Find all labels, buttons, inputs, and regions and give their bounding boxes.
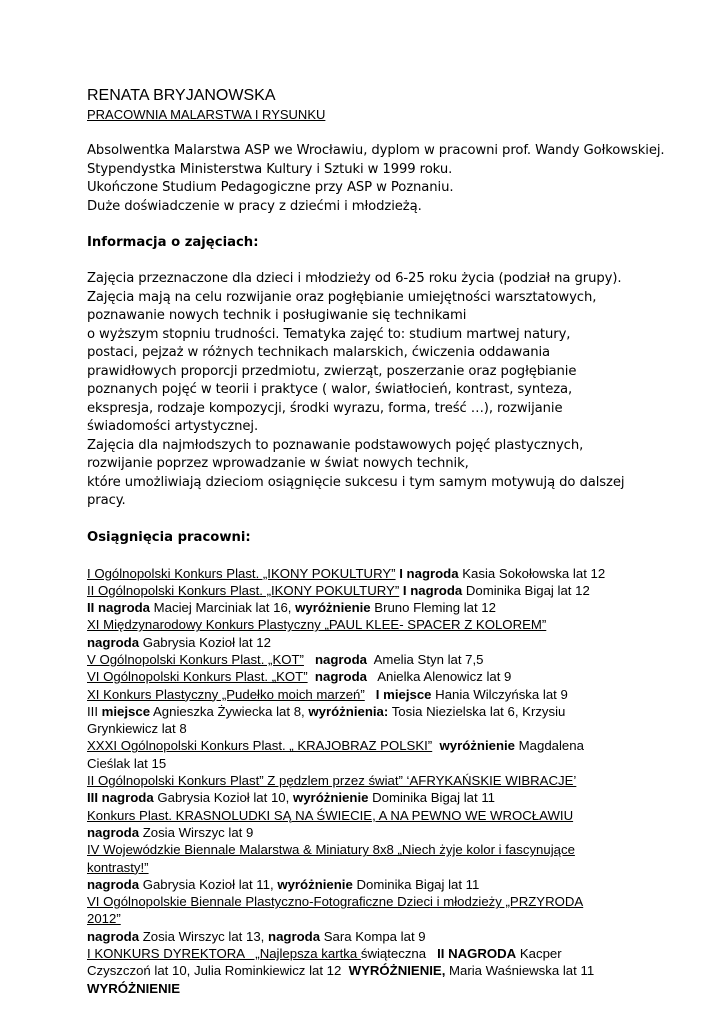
award-label: nagroda: [87, 634, 140, 650]
achievement-line: [87, 737, 687, 754]
achievement-line: [87, 841, 687, 858]
award-label: WYRÓŻNIENIE: [87, 980, 181, 996]
contest-name: kontrasty!”: [87, 859, 149, 875]
bio-line: Duże doświadczenie w pracy z dziećmi i młodzieżą.: [87, 198, 422, 214]
award-label: wyróżnienia:: [308, 703, 389, 719]
info-heading: Informacja o zajęciach:: [87, 235, 259, 250]
award-text: Bruno Fleming lat 12: [370, 600, 496, 616]
achievement-line: [87, 703, 687, 720]
award-label: nagroda: [307, 669, 367, 685]
award-text: Grynkiewicz lat 8: [87, 721, 187, 737]
achievement-line: [87, 807, 687, 824]
award-text: Gabrysia Kozioł lat 12: [139, 634, 271, 650]
award-label: nagroda: [303, 651, 367, 667]
award-label: wyróżnienie: [295, 600, 371, 616]
award-text: Tosia Niezielska lat 6, Krzysiu: [388, 703, 566, 719]
achievement-line: [87, 980, 687, 997]
award-text: Gabrysia Kozioł lat 10,: [153, 790, 293, 806]
author-name: RENATA BRYJANOWSKA: [87, 87, 276, 104]
achievements-heading: Osiągnięcia pracowni:: [87, 529, 251, 545]
contest-name: I KONKURS DYREKTORA „Najlepsza kartka: [87, 946, 361, 962]
bio-line: Stypendystka Ministerstwa Kultury i Sztuki w 1999 roku.: [87, 161, 453, 177]
award-label: III nagroda: [87, 790, 154, 806]
info-line: świadomości artystycznej.: [87, 419, 259, 434]
contest-name: XXXI Ogólnopolski Konkurs Plast. „ KRAJOBRAZ POLSKI”: [87, 738, 433, 754]
info-line: Zajęcia przeznaczone dla dzieci i młodzieży od 6-25 roku życia (podział na grupy).: [87, 271, 622, 286]
achievement-line: [87, 634, 687, 651]
award-label: I nagroda: [395, 565, 459, 581]
award-label: wyróżnienie: [277, 876, 353, 892]
bio-line: Ukończone Studium Pedagogiczne przy ASP w Poznaniu.: [87, 180, 454, 195]
info-line: prawidłowych proporcji przedmiotu, zwierząt, poszerzanie oraz pogłębianie: [87, 363, 577, 379]
achievement-line: [87, 755, 687, 772]
achievement-line: [87, 772, 687, 789]
achievement-line: [87, 945, 687, 962]
award-text: Gabrysia Kozioł lat 11,: [139, 876, 278, 892]
award-label: II nagroda: [87, 600, 151, 616]
award-text: III: [87, 703, 102, 719]
achievements-list: [87, 565, 687, 997]
award-label: wyróżnienie: [432, 738, 516, 754]
contest-name: IV Wojewódzkie Biennale Malarstwa & Miniatury 8x8 „Niech żyje kolor i fascynujące: [87, 842, 575, 858]
contest-name: XI Konkurs Plastyczny „Pudełko moich marzeń”: [87, 686, 365, 702]
award-text: Maria Waśniewska lat 11: [445, 963, 595, 979]
bio-line: Absolwentka Malarstwa ASP we Wrocławiu, dyplom w pracowni prof. Wandy Gołkowskiej.: [87, 143, 665, 158]
contest-name: VI Ogólnopolskie Biennale Plastyczno-Fotograficzne Dzieci i młodzieży „PRZYRODA: [87, 894, 584, 910]
contest-name: V Ogólnopolski Konkurs Plast. „KOT”: [87, 651, 304, 667]
studio-title: PRACOWNIA MALARSTWA I RYSUNKU: [87, 107, 326, 122]
achievement-line: [87, 928, 687, 945]
info-line: rozwijanie poprzez wprowadzanie w świat nowych technik,: [87, 456, 469, 471]
info-section: [87, 270, 687, 511]
award-text: Zosia Wirszyc lat 9: [139, 824, 254, 840]
award-label: nagroda: [268, 928, 321, 944]
achievement-line: [87, 582, 687, 599]
award-text: Agnieszka Żywiecka lat 8,: [150, 703, 309, 719]
award-text: Anielka Alenowicz lat 9: [366, 669, 512, 685]
award-text: Dominika Bigaj lat 11: [352, 876, 480, 892]
achievement-line: [87, 910, 687, 927]
achievement-line: [87, 893, 687, 910]
achievement-line: [87, 599, 687, 616]
award-label: II NAGRODA: [437, 946, 517, 962]
award-label: WYRÓŻNIENIE,: [348, 963, 446, 979]
award-text: Kasia Sokołowska lat 12: [458, 565, 606, 581]
award-text: Amelia Styn lat 7,5: [366, 651, 484, 667]
contest-name: II Ogólnopolski Konkurs Plast. „IKONY POKULTURY”: [87, 582, 400, 598]
info-line: pracy.: [87, 493, 126, 508]
contest-name: XI Międzynarodowy Konkurs Plastyczny „PAUL KLEE- SPACER Z KOLOREM”: [87, 617, 547, 633]
contest-name: 2012”: [87, 911, 121, 927]
info-line: postaci, pejzaż w różnych technikach malarskich, ćwiczenia oddawania: [87, 345, 550, 360]
award-label: nagroda: [87, 824, 140, 840]
achievement-line: [87, 565, 687, 582]
award-text: Magdalena: [515, 738, 584, 754]
award-label: I nagroda: [399, 582, 463, 598]
award-text: Dominika Bigaj lat 11: [368, 790, 496, 806]
award-label: nagroda: [87, 928, 140, 944]
contest-name: II Ogólnopolski Konkurs Plast” Z pędzlem przez świat” ‘AFRYKAŃSKIE WIBRACJE’: [87, 773, 577, 789]
achievement-line: [87, 859, 687, 876]
award-label: I miejsce: [364, 686, 432, 702]
info-line: o wyższym stopniu trudności. Tematyka zajęć to: studium martwej natury,: [87, 326, 571, 342]
award-text: Hania Wilczyńska lat 9: [431, 686, 568, 702]
achievement-line: [87, 651, 687, 668]
award-text: Sara Kompa lat 9: [320, 928, 426, 944]
award-label: miejsce: [101, 703, 151, 719]
award-label: wyróżnienie: [292, 790, 369, 806]
contest-name: VI Ogólnopolski Konkurs Plast. „KOT”: [87, 669, 308, 685]
achievement-line: [87, 668, 687, 685]
award-text: Zosia Wirszyc lat 13,: [139, 928, 269, 944]
achievement-line: [87, 616, 687, 633]
achievement-line: [87, 962, 687, 979]
award-text: świąteczna: [360, 946, 438, 962]
info-line: poznanych pojęć w teorii i praktyce ( walor, światłocień, kontrast, synteza,: [87, 382, 573, 397]
achievement-line: [87, 789, 687, 806]
contest-name: Konkurs Plast. KRASNOLUDKI SĄ NA ŚWIECIE, A NA PEWNO WE WROCŁAWIU: [87, 807, 574, 823]
document-page: [87, 86, 687, 997]
achievement-line: [87, 824, 687, 841]
award-text: Cieślak lat 15: [87, 755, 167, 771]
achievement-line: [87, 686, 687, 703]
achievement-line: [87, 720, 687, 737]
info-line: ekspresja, rodzaje kompozycji, środki wyrazu, forma, treść …), rozwijanie: [87, 400, 563, 416]
bio-section: [87, 142, 687, 216]
award-text: Dominika Bigaj lat 12: [462, 582, 590, 598]
info-line: Zajęcia mają na celu rozwijanie oraz pogłębianie umiejętności warsztatowych,: [87, 289, 597, 305]
info-line: Zajęcia dla najmłodszych to poznawanie podstawowych pojęć plastycznych,: [87, 437, 584, 453]
award-label: nagroda: [87, 876, 140, 892]
achievement-line: [87, 876, 687, 893]
contest-name: I Ogólnopolski Konkurs Plast. „IKONY POKULTURY”: [87, 565, 396, 581]
award-text: Kacper: [516, 946, 562, 962]
info-line: które umożliwiają dzieciom osiągnięcie sukcesu i tym samym motywują do dalszej: [87, 474, 625, 490]
info-line: poznawanie nowych technik i posługiwanie się technikami: [87, 308, 467, 323]
award-text: Czyszczoń lat 10, Julia Rominkiewicz lat 12: [87, 963, 349, 979]
award-text: Maciej Marciniak lat 16,: [150, 600, 296, 616]
